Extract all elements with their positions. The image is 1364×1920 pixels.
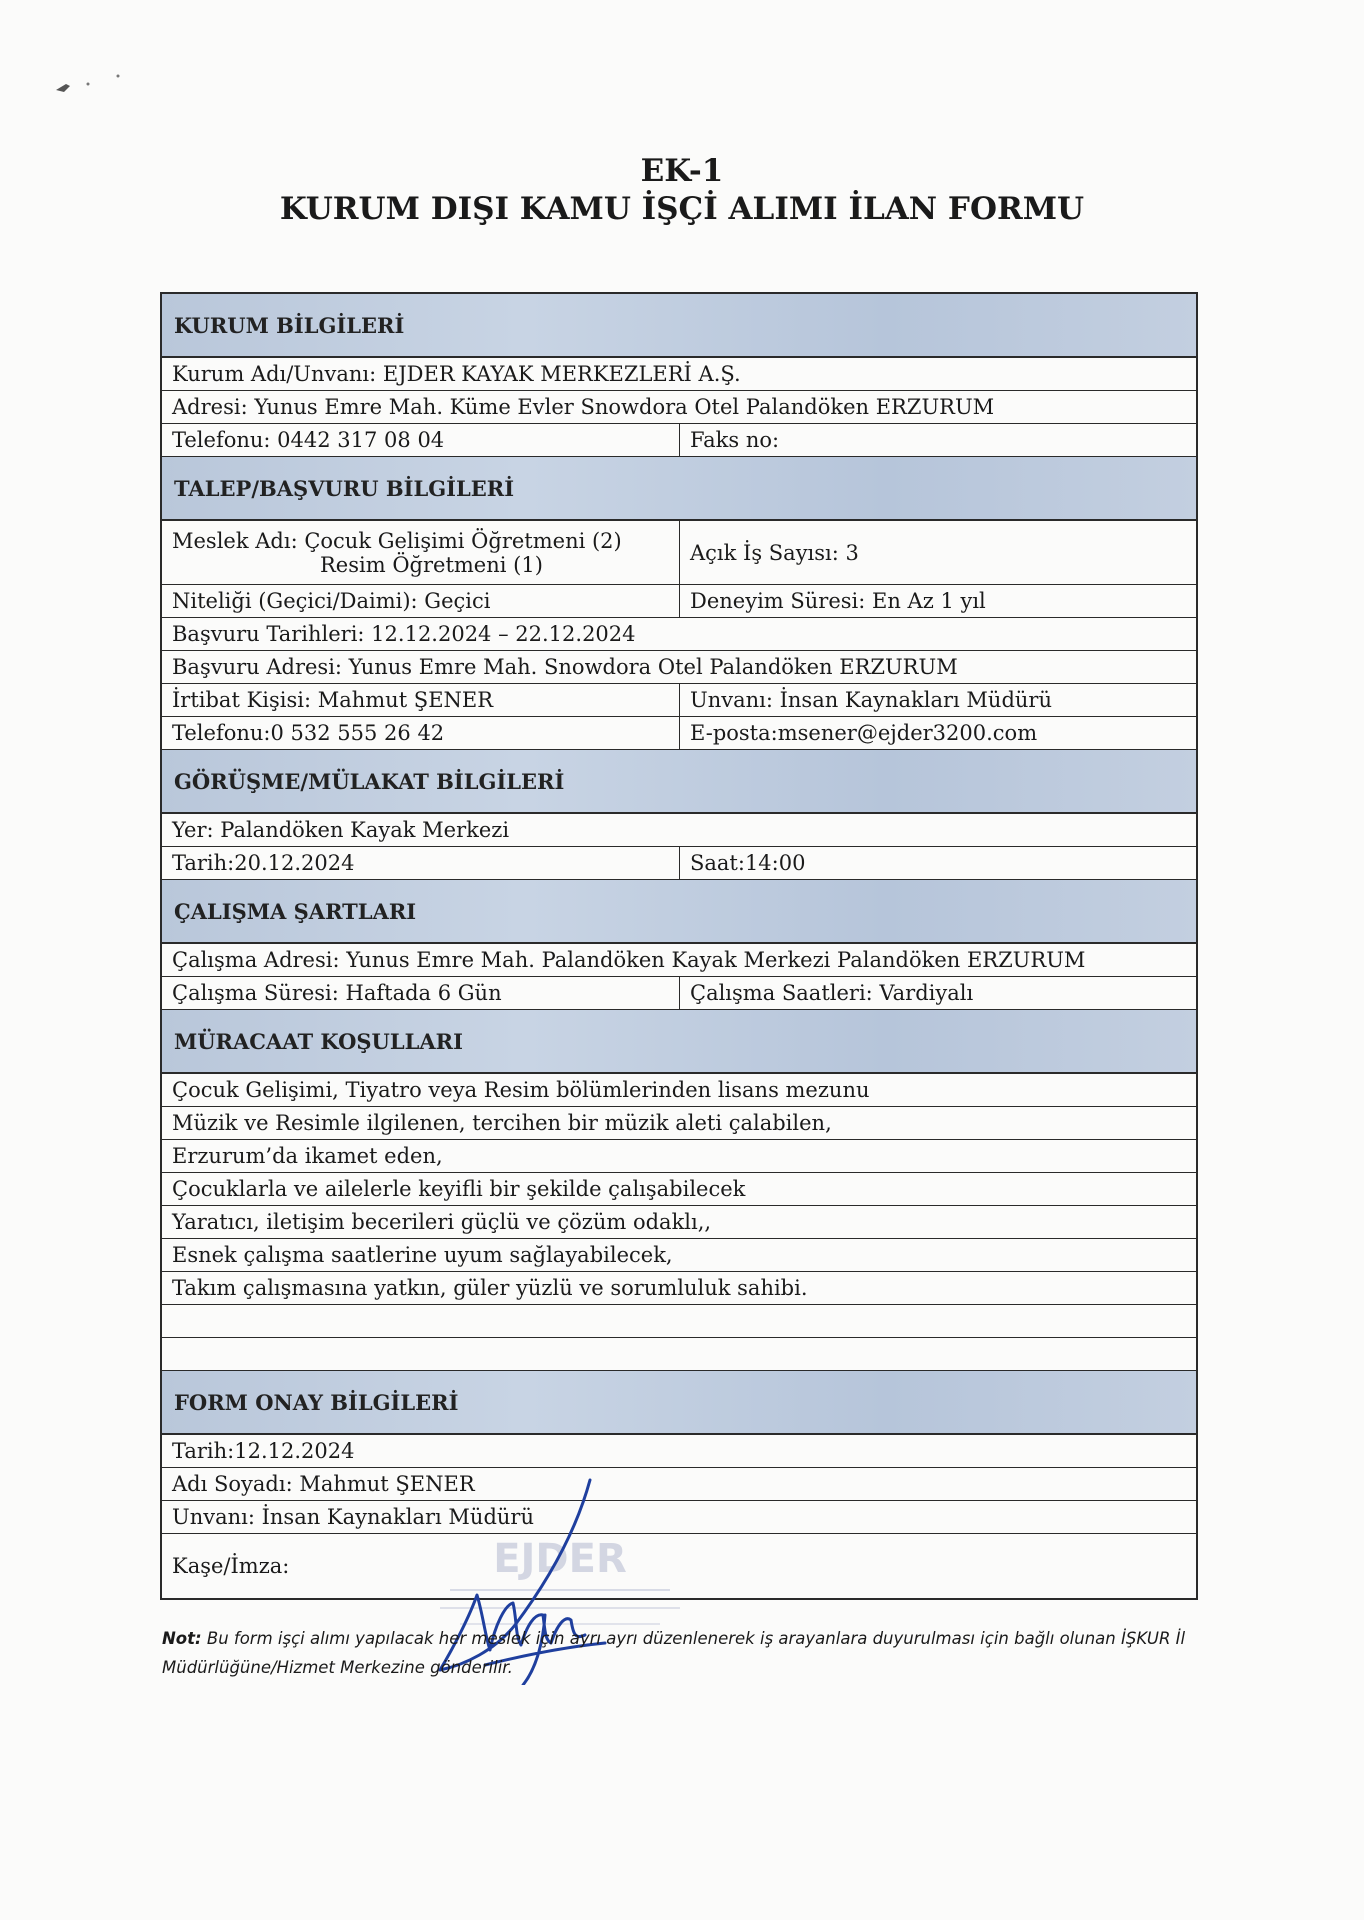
kurum-adres: Adresi: Yunus Emre Mah. Küme Evler Snowdora Otel Palandöken ERZURUM — [172, 395, 995, 419]
row-kurum-telefon — [162, 424, 1196, 457]
section-onay-header: FORM ONAY BİLGİLERİ — [162, 1371, 1196, 1435]
stamp-logo-text: EJDER — [493, 1536, 627, 1582]
section-muracaat-header: MÜRACAAT KOŞULLARI — [162, 1010, 1196, 1074]
onay-unvan: Unvanı: İnsan Kaynakları Müdürü — [172, 1505, 534, 1529]
calisma-suresi: Çalışma Süresi: Haftada 6 Gün — [162, 977, 680, 1009]
row-basvuru-adresi — [162, 651, 1196, 684]
meslek-line-1: Meslek Adı: Çocuk Gelişimi Öğretmeni (2) — [172, 528, 622, 553]
kosul-text — [162, 1338, 1196, 1370]
kosul-row — [162, 1140, 1196, 1173]
kosul-row — [162, 1272, 1196, 1305]
kosul-text: Esnek çalışma saatlerine uyum sağlayabilecek, — [172, 1243, 673, 1267]
section-calisma-header: ÇALIŞMA ŞARTLARI — [162, 880, 1196, 944]
kosul-text: Müzik ve Resimle ilgilenen, tercihen bir müzik aleti çalabilen, — [172, 1111, 832, 1135]
kosul-row — [162, 1239, 1196, 1272]
meslek-adi — [162, 521, 680, 584]
row-onay-tarih — [162, 1435, 1196, 1468]
kosul-text: Çocuk Gelişimi, Tiyatro veya Resim bölümlerinden lisans mezunu — [172, 1078, 870, 1102]
row-calisma-suresi — [162, 977, 1196, 1010]
note-text: Bu form işçi alımı yapılacak her meslek için ayrı ayrı düzenlenerek iş arayanlara duyurulması için bağlı olunan İŞKUR İl Müdürlüğüne/Hizmet Merkezine gönderilir. — [162, 1629, 1186, 1677]
kosul-text: Erzurum’da ikamet eden, — [172, 1144, 443, 1168]
calisma-saatleri: Çalışma Saatleri: Vardiyalı — [690, 981, 974, 1005]
row-onay-adi — [162, 1468, 1196, 1501]
row-gorusme-tarih — [162, 847, 1196, 880]
note-label: Not: — [162, 1629, 202, 1648]
kurum-adi: Kurum Adı/Unvanı: EJDER KAYAK MERKEZLERİ A.Ş. — [172, 362, 741, 386]
row-nitelik — [162, 585, 1196, 618]
kosul-row — [162, 1074, 1196, 1107]
row-calisma-adresi — [162, 944, 1196, 977]
kurum-telefon: Telefonu: 0442 317 08 04 — [162, 424, 680, 456]
row-irtibat — [162, 684, 1196, 717]
basvuru-adresi: Başvuru Adresi: Yunus Emre Mah. Snowdora Otel Palandöken ERZURUM — [172, 655, 958, 679]
gorusme-tarih: Tarih:20.12.2024 — [162, 847, 680, 879]
meslek-line-2: Resim Öğretmeni (1) — [320, 552, 543, 577]
kosul-row — [162, 1206, 1196, 1239]
acik-is-sayisi: Açık İş Sayısı: 3 — [690, 540, 859, 565]
kosul-text — [162, 1305, 1196, 1337]
kosul-text: Yaratıcı, iletişim becerileri güçlü ve çözüm odaklı,, — [172, 1210, 712, 1234]
irtibat-eposta: E-posta:msener@ejder3200.com — [690, 721, 1038, 745]
gorusme-yer: Yer: Palandöken Kayak Merkezi — [172, 818, 510, 842]
calisma-adresi: Çalışma Adresi: Yunus Emre Mah. Palandöken Kayak Merkezi Palandöken ERZURUM — [172, 948, 1086, 972]
page-title: KURUM DIŞI KAMU İŞÇİ ALIMI İLAN FORMU — [279, 191, 1085, 227]
form-annex-label: EK-1 — [640, 153, 724, 189]
irtibat-telefon: Telefonu:0 532 555 26 42 — [162, 717, 680, 749]
row-kurum-adi — [162, 358, 1196, 391]
kosul-row-empty — [162, 1338, 1196, 1371]
basvuru-tarihleri: Başvuru Tarihleri: 12.12.2024 – 22.12.2024 — [172, 622, 636, 646]
section-kurum-header: KURUM BİLGİLERİ — [162, 294, 1196, 358]
deneyim-suresi: Deneyim Süresi: En Az 1 yıl — [690, 589, 986, 613]
row-basvuru-tarihleri — [162, 618, 1196, 651]
kase-imza-label: Kaşe/İmza: — [172, 1554, 290, 1578]
nitelik: Niteliği (Geçici/Daimi): Geçici — [162, 585, 680, 617]
row-iletisim — [162, 717, 1196, 750]
kosul-row-empty — [162, 1305, 1196, 1338]
section-gorusme-header: GÖRÜŞME/MÜLAKAT BİLGİLERİ — [162, 750, 1196, 814]
kosul-text: Takım çalışmasına yatkın, güler yüzlü ve sorumluluk sahibi. — [172, 1276, 808, 1300]
irtibat-unvan: Unvanı: İnsan Kaynakları Müdürü — [690, 688, 1052, 712]
row-gorusme-yer — [162, 814, 1196, 847]
row-meslek — [162, 521, 1196, 585]
section-talep-header: TALEP/BAŞVURU BİLGİLERİ — [162, 457, 1196, 521]
kurum-faks: Faks no: — [690, 428, 780, 452]
irtibat-kisisi: İrtibat Kişisi: Mahmut ŞENER — [162, 684, 680, 716]
kosul-row — [162, 1107, 1196, 1140]
row-kurum-adres — [162, 391, 1196, 424]
gorusme-saat: Saat:14:00 — [690, 851, 806, 875]
footnote — [162, 1624, 1198, 1682]
kosul-row — [162, 1173, 1196, 1206]
onay-tarih: Tarih:12.12.2024 — [172, 1439, 355, 1463]
onay-adi-soyadi: Adı Soyadı: Mahmut ŞENER — [172, 1472, 475, 1496]
kosul-text: Çocuklarla ve ailelerle keyifli bir şekilde çalışabilecek — [172, 1177, 746, 1201]
ink-speck — [52, 74, 132, 114]
form-table — [160, 292, 1198, 1600]
